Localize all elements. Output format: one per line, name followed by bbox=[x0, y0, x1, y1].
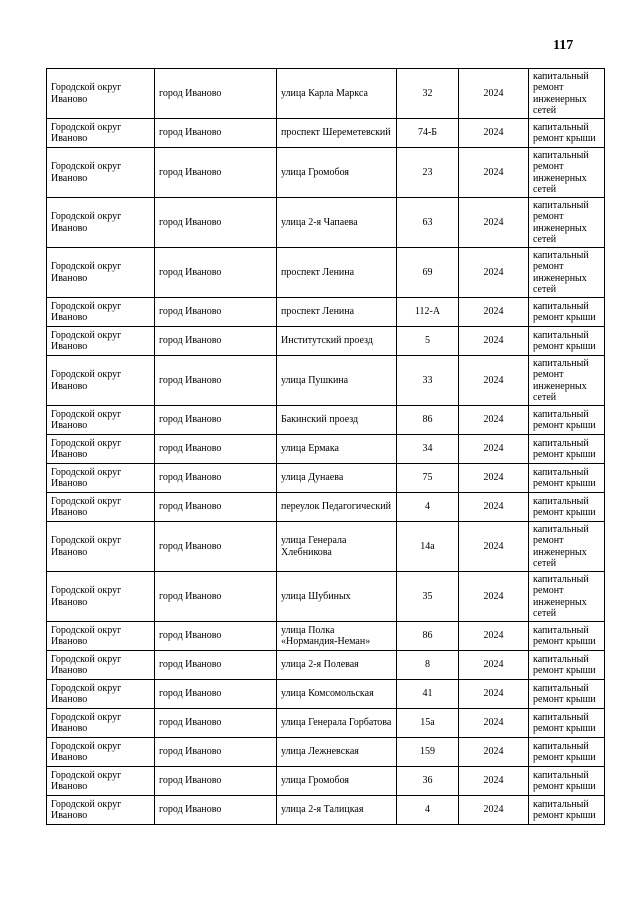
table-row bbox=[47, 493, 605, 522]
district-cell: Городской округ Иваново bbox=[47, 198, 155, 248]
house-number-cell: 4 bbox=[397, 796, 459, 825]
table-row bbox=[47, 738, 605, 767]
district-cell: Городской округ Иваново bbox=[47, 709, 155, 738]
work-type-cell: капитальный ремонт крыши bbox=[529, 406, 605, 435]
street-cell: улица 2-я Талицкая bbox=[277, 796, 397, 825]
work-type-cell: капитальный ремонт инженерных сетей bbox=[529, 248, 605, 298]
table-row bbox=[47, 356, 605, 406]
district-cell: Городской округ Иваново bbox=[47, 119, 155, 148]
street-cell: Бакинский проезд bbox=[277, 406, 397, 435]
city-cell: город Иваново bbox=[155, 298, 277, 327]
work-type-cell: капитальный ремонт крыши bbox=[529, 680, 605, 709]
house-number-cell: 36 bbox=[397, 767, 459, 796]
year-cell: 2024 bbox=[459, 651, 529, 680]
district-cell: Городской округ Иваново bbox=[47, 464, 155, 493]
district-cell: Городской округ Иваново bbox=[47, 651, 155, 680]
table-row bbox=[47, 298, 605, 327]
year-cell: 2024 bbox=[459, 464, 529, 493]
table-row bbox=[47, 464, 605, 493]
street-cell: улица 2-я Полевая bbox=[277, 651, 397, 680]
work-type-cell: капитальный ремонт крыши bbox=[529, 622, 605, 651]
year-cell: 2024 bbox=[459, 572, 529, 622]
table-row bbox=[47, 148, 605, 198]
house-number-cell: 41 bbox=[397, 680, 459, 709]
district-cell: Городской округ Иваново bbox=[47, 69, 155, 119]
district-cell: Городской округ Иваново bbox=[47, 327, 155, 356]
year-cell: 2024 bbox=[459, 356, 529, 406]
street-cell: улица Громобоя bbox=[277, 767, 397, 796]
work-type-cell: капитальный ремонт крыши bbox=[529, 738, 605, 767]
year-cell: 2024 bbox=[459, 680, 529, 709]
street-cell: улица Дунаева bbox=[277, 464, 397, 493]
street-cell: улица Громобоя bbox=[277, 148, 397, 198]
district-cell: Городской округ Иваново bbox=[47, 298, 155, 327]
year-cell: 2024 bbox=[459, 248, 529, 298]
house-number-cell: 74-Б bbox=[397, 119, 459, 148]
year-cell: 2024 bbox=[459, 198, 529, 248]
district-cell: Городской округ Иваново bbox=[47, 796, 155, 825]
house-number-cell: 15а bbox=[397, 709, 459, 738]
city-cell: город Иваново bbox=[155, 572, 277, 622]
page-number: 117 bbox=[553, 38, 574, 53]
street-cell: улица Шубиных bbox=[277, 572, 397, 622]
house-number-cell: 63 bbox=[397, 198, 459, 248]
city-cell: город Иваново bbox=[155, 406, 277, 435]
district-cell: Городской округ Иваново bbox=[47, 738, 155, 767]
work-type-cell: капитальный ремонт крыши bbox=[529, 767, 605, 796]
year-cell: 2024 bbox=[459, 767, 529, 796]
city-cell: город Иваново bbox=[155, 493, 277, 522]
street-cell: улица Генерала Горбатова bbox=[277, 709, 397, 738]
year-cell: 2024 bbox=[459, 327, 529, 356]
city-cell: город Иваново bbox=[155, 69, 277, 119]
city-cell: город Иваново bbox=[155, 680, 277, 709]
street-cell: улица Полка «Нормандия-Неман» bbox=[277, 622, 397, 651]
district-cell: Городской округ Иваново bbox=[47, 767, 155, 796]
city-cell: город Иваново bbox=[155, 327, 277, 356]
district-cell: Городской округ Иваново bbox=[47, 356, 155, 406]
city-cell: город Иваново bbox=[155, 248, 277, 298]
district-cell: Городской округ Иваново bbox=[47, 522, 155, 572]
year-cell: 2024 bbox=[459, 69, 529, 119]
table-row bbox=[47, 327, 605, 356]
district-cell: Городской округ Иваново bbox=[47, 493, 155, 522]
street-cell: улица 2-я Чапаева bbox=[277, 198, 397, 248]
work-type-cell: капитальный ремонт инженерных сетей bbox=[529, 148, 605, 198]
work-type-cell: капитальный ремонт инженерных сетей bbox=[529, 522, 605, 572]
house-number-cell: 4 bbox=[397, 493, 459, 522]
year-cell: 2024 bbox=[459, 119, 529, 148]
street-cell: переулок Педагогический bbox=[277, 493, 397, 522]
work-type-cell: капитальный ремонт инженерных сетей bbox=[529, 356, 605, 406]
district-cell: Городской округ Иваново bbox=[47, 572, 155, 622]
city-cell: город Иваново bbox=[155, 738, 277, 767]
table-row bbox=[47, 406, 605, 435]
repair-registry-table bbox=[46, 68, 605, 825]
work-type-cell: капитальный ремонт крыши bbox=[529, 651, 605, 680]
district-cell: Городской округ Иваново bbox=[47, 680, 155, 709]
table-row bbox=[47, 622, 605, 651]
street-cell: улица Лежневская bbox=[277, 738, 397, 767]
house-number-cell: 34 bbox=[397, 435, 459, 464]
district-cell: Городской округ Иваново bbox=[47, 622, 155, 651]
city-cell: город Иваново bbox=[155, 148, 277, 198]
year-cell: 2024 bbox=[459, 522, 529, 572]
city-cell: город Иваново bbox=[155, 464, 277, 493]
street-cell: проспект Ленина bbox=[277, 298, 397, 327]
street-cell: Институтский проезд bbox=[277, 327, 397, 356]
street-cell: проспект Ленина bbox=[277, 248, 397, 298]
table-row bbox=[47, 248, 605, 298]
year-cell: 2024 bbox=[459, 709, 529, 738]
city-cell: город Иваново bbox=[155, 435, 277, 464]
district-cell: Городской округ Иваново bbox=[47, 248, 155, 298]
year-cell: 2024 bbox=[459, 148, 529, 198]
year-cell: 2024 bbox=[459, 622, 529, 651]
work-type-cell: капитальный ремонт крыши bbox=[529, 709, 605, 738]
house-number-cell: 86 bbox=[397, 406, 459, 435]
table-row bbox=[47, 767, 605, 796]
table-body bbox=[47, 69, 605, 825]
house-number-cell: 8 bbox=[397, 651, 459, 680]
table-row bbox=[47, 522, 605, 572]
city-cell: город Иваново bbox=[155, 198, 277, 248]
district-cell: Городской округ Иваново bbox=[47, 406, 155, 435]
house-number-cell: 112-А bbox=[397, 298, 459, 327]
work-type-cell: капитальный ремонт крыши bbox=[529, 298, 605, 327]
house-number-cell: 86 bbox=[397, 622, 459, 651]
work-type-cell: капитальный ремонт крыши bbox=[529, 464, 605, 493]
house-number-cell: 159 bbox=[397, 738, 459, 767]
table-row bbox=[47, 651, 605, 680]
work-type-cell: капитальный ремонт крыши bbox=[529, 119, 605, 148]
work-type-cell: капитальный ремонт инженерных сетей bbox=[529, 69, 605, 119]
street-cell: улица Комсомольская bbox=[277, 680, 397, 709]
city-cell: город Иваново bbox=[155, 767, 277, 796]
year-cell: 2024 bbox=[459, 298, 529, 327]
city-cell: город Иваново bbox=[155, 119, 277, 148]
table-row bbox=[47, 680, 605, 709]
year-cell: 2024 bbox=[459, 796, 529, 825]
work-type-cell: капитальный ремонт крыши bbox=[529, 435, 605, 464]
city-cell: город Иваново bbox=[155, 356, 277, 406]
house-number-cell: 23 bbox=[397, 148, 459, 198]
house-number-cell: 35 bbox=[397, 572, 459, 622]
street-cell: улица Ермака bbox=[277, 435, 397, 464]
street-cell: улица Пушкина bbox=[277, 356, 397, 406]
district-cell: Городской округ Иваново bbox=[47, 148, 155, 198]
city-cell: город Иваново bbox=[155, 522, 277, 572]
table-row bbox=[47, 119, 605, 148]
table-row bbox=[47, 435, 605, 464]
city-cell: город Иваново bbox=[155, 796, 277, 825]
street-cell: проспект Шереметевский bbox=[277, 119, 397, 148]
table-row bbox=[47, 198, 605, 248]
district-cell: Городской округ Иваново bbox=[47, 435, 155, 464]
work-type-cell: капитальный ремонт инженерных сетей bbox=[529, 572, 605, 622]
city-cell: город Иваново bbox=[155, 622, 277, 651]
year-cell: 2024 bbox=[459, 406, 529, 435]
house-number-cell: 32 bbox=[397, 69, 459, 119]
year-cell: 2024 bbox=[459, 738, 529, 767]
table-row bbox=[47, 69, 605, 119]
table-row bbox=[47, 572, 605, 622]
work-type-cell: капитальный ремонт инженерных сетей bbox=[529, 198, 605, 248]
house-number-cell: 75 bbox=[397, 464, 459, 493]
house-number-cell: 5 bbox=[397, 327, 459, 356]
work-type-cell: капитальный ремонт крыши bbox=[529, 327, 605, 356]
house-number-cell: 33 bbox=[397, 356, 459, 406]
year-cell: 2024 bbox=[459, 435, 529, 464]
street-cell: улица Генерала Хлебникова bbox=[277, 522, 397, 572]
city-cell: город Иваново bbox=[155, 709, 277, 738]
table-row bbox=[47, 796, 605, 825]
table-row bbox=[47, 709, 605, 738]
work-type-cell: капитальный ремонт крыши bbox=[529, 796, 605, 825]
work-type-cell: капитальный ремонт крыши bbox=[529, 493, 605, 522]
house-number-cell: 14а bbox=[397, 522, 459, 572]
street-cell: улица Карла Маркса bbox=[277, 69, 397, 119]
year-cell: 2024 bbox=[459, 493, 529, 522]
house-number-cell: 69 bbox=[397, 248, 459, 298]
city-cell: город Иваново bbox=[155, 651, 277, 680]
